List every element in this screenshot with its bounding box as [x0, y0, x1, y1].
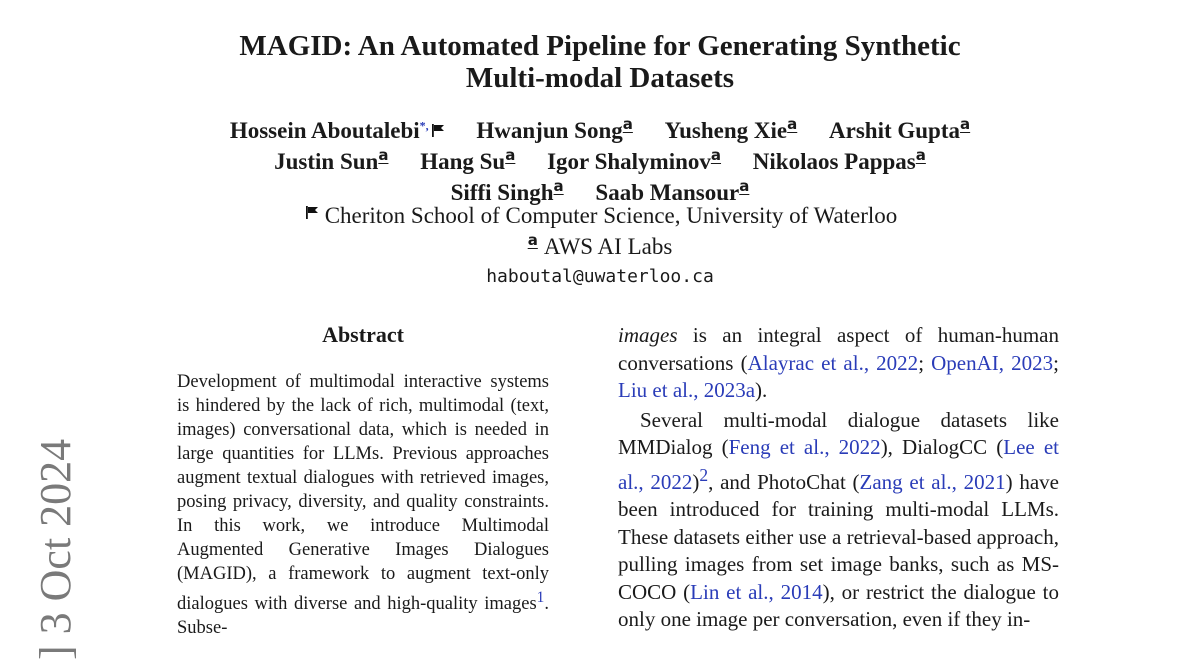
- contact-email: haboutal@uwaterloo.ca: [486, 266, 714, 287]
- right-column-text: [618, 322, 1059, 634]
- author-9: Siffi Singha: [450, 177, 564, 205]
- flag-icon: [305, 206, 319, 219]
- citation-link[interactable]: OpenAI, 2023: [931, 350, 1054, 375]
- affiliation-aws: a AWS AI Labs: [527, 231, 673, 259]
- citation-link[interactable]: Alayrac et al., 2022: [747, 350, 919, 375]
- author-list: [0, 110, 1200, 208]
- author-8: Nikolaos Pappasa: [752, 146, 926, 174]
- arxiv-stamp: ] 3 Oct 2024: [31, 438, 80, 660]
- author-1: Hossein Aboutalebi*,: [230, 118, 445, 143]
- citation-link[interactable]: Feng et al., 2022: [728, 435, 881, 459]
- paragraph-1: images is an integral aspect of human-human conversations (Alayrac et al., 2022; OpenAI, 2023; Liu et al., 2023a).: [618, 323, 1059, 402]
- title-line-2: Multi-modal Datasets: [465, 62, 735, 94]
- author-5: Justin Suna: [274, 146, 389, 174]
- title-line-1: MAGID: An Automated Pipeline for Generating Synthetic: [239, 30, 961, 62]
- author-10: Saab Mansoura: [595, 177, 750, 205]
- abstract-heading: Abstract: [322, 322, 404, 347]
- author-7: Igor Shalyminova: [547, 146, 722, 174]
- citation-link[interactable]: Liu et al., 2023a: [618, 378, 756, 402]
- affiliation-waterloo: Cheriton School of Computer Science, University of Waterloo: [0, 202, 1200, 230]
- paragraph-2: Several multi-modal dialogue datasets like MMDialog (Feng et al., 2022), DialogCC (Lee et al., 2022)$^2$, and PhotoChat (Zang et al., 2021) have been introduced for training multi-modal LLMs. These datasets either use a retrieval-based approach, pulling images from set image banks, such as MS-COCO (Lin et al., 2014), or restrict the dialogue to only one image per conversation, even if they in-: [618, 407, 1059, 631]
- author-4: Arshit Guptaa: [829, 115, 971, 143]
- author-6: Hang Sua: [420, 146, 516, 174]
- paper-title: [0, 30, 1200, 94]
- author-2: Hwanjun Songa: [476, 115, 633, 143]
- abstract-body: Development of multimodal interactive systems is hindered by the lack of rich, multimodal (text, images) conversational data, which is needed in large quantities for LLMs. Previous approaches augment textual dialogues with retrieved images, posing privacy, diversity, and quality constraints. In this work, we introduce Multimodal Augmented Generative Images Dialogues (MAGID), a framework to augment text-only dialogues with diverse and high-quality images$^1$. Subse-: [177, 372, 549, 639]
- footnote-link[interactable]: 1: [536, 589, 545, 606]
- citation-link[interactable]: Lin et al., 2014: [690, 579, 823, 604]
- footnote-link[interactable]: 2: [699, 464, 709, 485]
- citation-link[interactable]: Lee et al., 2022: [618, 435, 1059, 494]
- citation-link[interactable]: Zang et al., 2021: [859, 469, 1006, 494]
- first-author-mark: *,: [419, 118, 429, 132]
- author-3: Yusheng Xiea: [664, 115, 798, 143]
- flag-icon: [431, 124, 445, 137]
